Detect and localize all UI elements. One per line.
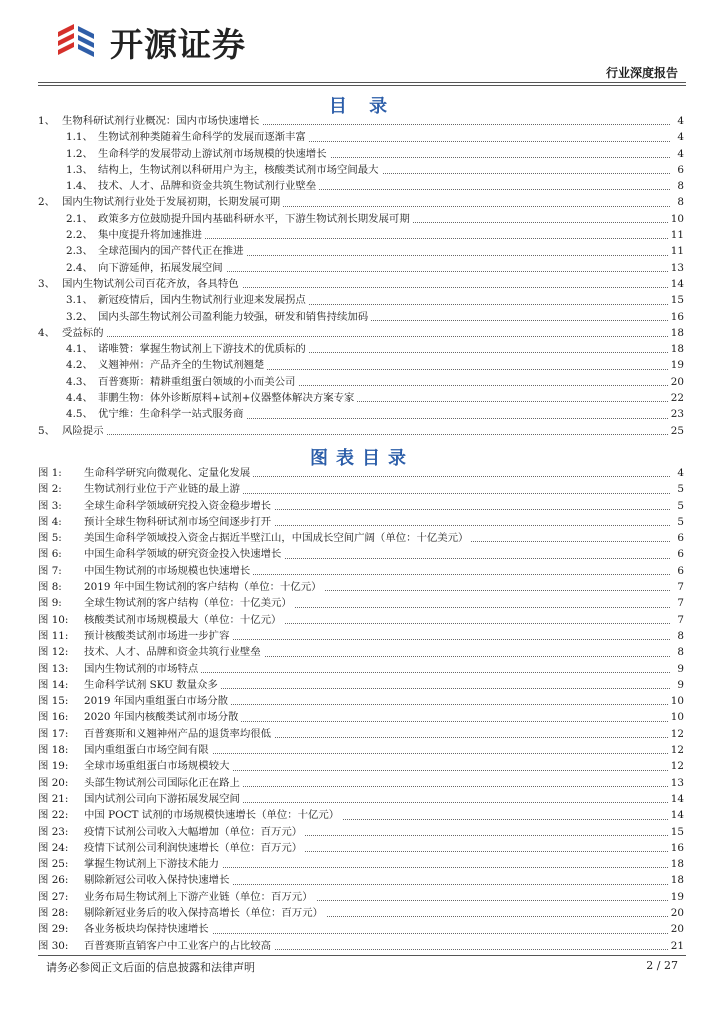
page-ref: 8 — [675, 644, 684, 660]
page-ref: 13 — [669, 775, 684, 791]
toc-entry[interactable] — [38, 390, 684, 406]
figure-caption: 生命科学研究向微观化、定量化发展 — [84, 467, 251, 479]
page-ref: 10 — [669, 211, 684, 227]
figure-number: 图 13: — [38, 662, 69, 675]
figure-entry[interactable] — [38, 742, 684, 758]
page-ref: 14 — [669, 791, 684, 807]
figure-caption: 疫情下试剂公司收入大幅增加（单位：百万元） — [84, 825, 303, 838]
figure-number: 图 17: — [38, 727, 69, 740]
page-ref: 12 — [669, 742, 684, 758]
section-title: 国内生物试剂公司百花齐放，各具特色 — [62, 277, 239, 290]
page-ref: 10 — [669, 693, 684, 709]
page-ref: 4 — [675, 113, 684, 129]
figure-entry[interactable] — [38, 514, 684, 530]
section-number: 4.3、 — [66, 375, 93, 388]
figure-number: 图 15: — [38, 695, 69, 708]
figure-entry[interactable] — [38, 938, 684, 954]
page-ref: 16 — [669, 840, 684, 856]
section-title: 新冠疫情后，国内生物试剂行业迎来发展拐点 — [98, 294, 306, 307]
page-ref: 16 — [669, 309, 684, 325]
report-type-label: 行业深度报告 — [605, 66, 678, 80]
toc-entry[interactable] — [38, 129, 684, 145]
section-number: 1.3、 — [66, 163, 93, 176]
figure-caption: 生物试剂行业位于产业链的最上游 — [84, 483, 240, 496]
section-number: 4.4、 — [66, 392, 93, 405]
section-number: 4、 — [38, 326, 56, 339]
section-title: 政策多方位鼓励提升国内基础科研水平，下游生物试剂长期发展可期 — [98, 212, 410, 225]
figure-caption: 核酸类试剂市场规模最大（单位：十亿元） — [84, 613, 282, 626]
figure-entry[interactable] — [38, 758, 684, 774]
figure-caption: 百普赛斯直销客户中工业客户的占比较高 — [84, 939, 272, 952]
figure-number: 图 6: — [38, 548, 62, 561]
section-number: 4.2、 — [66, 359, 93, 372]
toc-title: 目 录 — [328, 96, 396, 117]
figure-caption: 各业务板块均保持快速增长 — [84, 923, 209, 936]
page-ref: 12 — [669, 726, 684, 742]
figure-entry[interactable] — [38, 807, 684, 823]
figure-number: 图 23: — [38, 825, 69, 838]
section-title: 向下游延伸，拓展发展空间 — [98, 261, 223, 274]
page-ref: 4 — [675, 146, 684, 162]
figure-entry[interactable] — [38, 612, 684, 628]
figure-caption: 中国生命科学领域的研究资金投入快速增长 — [84, 548, 282, 561]
company-logo — [52, 20, 282, 64]
list-of-figures — [38, 465, 684, 954]
figure-caption: 2020 年国内核酸类试剂市场分散 — [84, 711, 239, 724]
section-title: 义翘神州：产品齐全的生物试剂翘楚 — [98, 359, 265, 372]
figure-entry[interactable] — [38, 563, 684, 579]
toc-entry[interactable] — [38, 341, 684, 357]
header-divider — [38, 82, 686, 83]
figure-number: 图 29: — [38, 923, 69, 936]
figure-caption: 国内重组蛋白市场空间有限 — [84, 744, 209, 757]
figure-number: 图 8: — [38, 581, 62, 594]
footer-divider — [38, 955, 686, 956]
page-header — [0, 0, 724, 82]
toc-entry[interactable] — [38, 325, 684, 341]
section-title: 技术、人才、品牌和资金共筑生物试剂行业壁垒 — [98, 180, 317, 193]
page-ref: 23 — [669, 406, 684, 422]
section-number: 2.3、 — [66, 245, 93, 258]
figure-entry[interactable] — [38, 726, 684, 742]
figure-number: 图 4: — [38, 515, 62, 528]
section-title: 国内头部生物试剂公司盈利能力较强，研发和销售持续加码 — [98, 310, 369, 323]
section-number: 1、 — [38, 115, 56, 127]
figure-entry[interactable] — [38, 481, 684, 497]
page-ref: 8 — [675, 178, 684, 194]
section-title: 国内生物试剂行业处于发展初期，长期发展可期 — [62, 196, 281, 209]
toc-entry[interactable] — [38, 194, 684, 210]
section-title: 百普赛斯：精耕重组蛋白领域的小而美公司 — [98, 375, 296, 388]
section-title: 生物试剂种类随着生命科学的发展而逐渐丰富 — [98, 131, 306, 144]
figure-caption: 中国 POCT 试剂的市场规模快速增长（单位：十亿元） — [84, 809, 340, 822]
figure-caption: 全球生物试剂的客户结构（单位：十亿美元） — [84, 597, 292, 610]
section-title: 生物科研试剂行业概况：国内市场快速增长 — [62, 115, 260, 127]
toc-entry[interactable] — [38, 357, 684, 373]
page-ref: 20 — [669, 905, 684, 921]
page-ref: 4 — [675, 129, 684, 145]
page-ref: 7 — [675, 595, 684, 611]
section-title: 结构上，生物试剂以科研用户为主，核酸类试剂市场空间最大 — [98, 163, 379, 176]
figure-entry[interactable] — [38, 465, 684, 481]
section-title: 全球范围内的国产替代正在推进 — [98, 245, 244, 258]
figure-number: 图 3: — [38, 499, 62, 512]
figure-caption: 国内试剂公司向下游拓展发展空间 — [84, 792, 240, 805]
section-title: 风险提示 — [62, 424, 104, 437]
page-ref: 15 — [669, 292, 684, 308]
toc-entry[interactable] — [38, 309, 684, 325]
section-title: 集中度提升将加速推进 — [98, 229, 202, 242]
section-title: 生命科学的发展带动上游试剂市场规模的快速增长 — [98, 147, 327, 160]
figure-number: 图 16: — [38, 711, 69, 724]
figure-caption: 剔除新冠公司收入保持快速增长 — [84, 874, 230, 887]
figure-caption: 技术、人才、品牌和资金共筑行业壁垒 — [84, 646, 261, 659]
figure-entry[interactable] — [38, 872, 684, 888]
toc-entry[interactable] — [38, 406, 684, 422]
figure-number: 图 22: — [38, 809, 69, 822]
figure-entry[interactable] — [38, 628, 684, 644]
figure-caption: 头部生物试剂公司国际化正在路上 — [84, 776, 240, 789]
brand-name: 开源证券 — [110, 24, 246, 64]
page-ref: 9 — [675, 661, 684, 677]
figure-number: 图 18: — [38, 744, 69, 757]
toc-entry[interactable] — [38, 276, 684, 292]
toc-entry[interactable] — [38, 292, 684, 308]
toc-entry[interactable] — [38, 211, 684, 227]
page-ref: 5 — [675, 498, 684, 514]
figure-entry[interactable] — [38, 677, 684, 693]
page-ref: 19 — [669, 357, 684, 373]
page-ref: 18 — [669, 325, 684, 341]
figure-caption: 全球市场重组蛋白市场规模较大 — [84, 760, 230, 773]
figure-number: 图 14: — [38, 678, 69, 691]
page-number: 2 / 27 — [646, 959, 678, 972]
page-ref: 8 — [675, 194, 684, 210]
figure-caption: 2019 年国内重组蛋白市场分散 — [84, 695, 229, 708]
toc-entry[interactable] — [38, 227, 684, 243]
section-number: 2.2、 — [66, 229, 93, 242]
figure-caption: 百普赛斯和义翘神州产品的退货率均很低 — [84, 727, 272, 740]
page-ref: 6 — [675, 530, 684, 546]
figure-caption: 2019 年中国生物试剂的客户结构（单位：十亿元） — [84, 581, 322, 594]
figure-entry[interactable] — [38, 824, 684, 840]
section-number: 3.2、 — [66, 310, 93, 323]
dot-leader — [38, 336, 670, 337]
table-of-contents — [38, 113, 684, 439]
figure-entry[interactable] — [38, 661, 684, 677]
figure-number: 图 7: — [38, 564, 62, 577]
figure-caption: 预计核酸类试剂市场进一步扩容 — [84, 629, 230, 642]
section-number: 4.1、 — [66, 343, 93, 356]
page-ref: 9 — [675, 677, 684, 693]
figure-caption: 剔除新冠业务后的收入保持高增长（单位：百万元） — [84, 907, 323, 920]
figure-caption: 疫情下试剂公司利润快速增长（单位：百万元） — [84, 841, 303, 854]
figure-entry[interactable] — [38, 791, 684, 807]
toc-entry[interactable] — [38, 113, 684, 129]
page-ref: 6 — [675, 162, 684, 178]
figure-entry[interactable] — [38, 644, 684, 660]
figure-number: 图 12: — [38, 646, 69, 659]
figure-number: 图 28: — [38, 907, 69, 920]
figure-entry[interactable] — [38, 595, 684, 611]
page-ref: 6 — [675, 546, 684, 562]
figure-entry[interactable] — [38, 840, 684, 856]
page-ref: 11 — [669, 243, 684, 259]
figure-number: 图 11: — [38, 629, 69, 642]
page-ref: 7 — [675, 612, 684, 628]
toc-entry[interactable] — [38, 243, 684, 259]
section-number: 4.5、 — [66, 408, 93, 421]
figure-entry[interactable] — [38, 498, 684, 514]
page-ref: 13 — [669, 260, 684, 276]
section-number: 3、 — [38, 277, 56, 290]
figure-number: 图 21: — [38, 792, 69, 805]
page-ref: 20 — [669, 921, 684, 937]
figure-entry[interactable] — [38, 856, 684, 872]
section-number: 1.2、 — [66, 147, 93, 160]
page-ref: 7 — [675, 579, 684, 595]
figure-entry[interactable] — [38, 775, 684, 791]
kaiyuan-logo-icon — [52, 20, 104, 64]
figure-number: 图 26: — [38, 874, 69, 887]
section-number: 1.4、 — [66, 180, 93, 193]
figure-caption: 生命科学试剂 SKU 数量众多 — [84, 678, 218, 691]
page-ref: 21 — [669, 938, 684, 954]
figure-number: 图 19: — [38, 760, 69, 773]
toc-entry[interactable] — [38, 374, 684, 390]
figure-entry[interactable] — [38, 921, 684, 937]
figure-number: 图 5: — [38, 532, 62, 545]
page-ref: 11 — [669, 227, 684, 243]
page-ref: 20 — [669, 374, 684, 390]
figure-caption: 国内生物试剂的市场特点 — [84, 662, 199, 675]
section-number: 2、 — [38, 196, 56, 209]
toc-entry[interactable] — [38, 178, 684, 194]
figure-entry[interactable] — [38, 905, 684, 921]
toc-entry[interactable] — [38, 260, 684, 276]
figure-number: 图 2: — [38, 483, 62, 496]
figure-number: 图 25: — [38, 858, 69, 871]
figure-entry[interactable] — [38, 546, 684, 562]
figure-number: 图 24: — [38, 841, 69, 854]
header-divider-secondary — [38, 85, 686, 86]
page-ref: 22 — [669, 390, 684, 406]
page-ref: 18 — [669, 872, 684, 888]
page-ref: 19 — [669, 889, 684, 905]
figure-number: 图 30: — [38, 939, 69, 952]
figure-number: 图 10: — [38, 613, 69, 626]
figure-entry[interactable] — [38, 709, 684, 725]
figure-caption: 中国生物试剂的市场规模也快速增长 — [84, 564, 251, 577]
section-title: 优宁维：生命科学一站式服务商 — [98, 408, 244, 421]
toc-entry[interactable] — [38, 423, 684, 439]
section-number: 3.1、 — [66, 294, 93, 307]
figure-number: 图 27: — [38, 890, 69, 903]
footer-disclaimer: 请务必参阅正文后面的信息披露和法律声明 — [46, 961, 255, 974]
section-title: 诺唯赞：掌握生物试剂上下游技术的优质标的 — [98, 343, 306, 356]
figures-title: 图表目录 — [310, 448, 414, 469]
page-ref: 10 — [669, 709, 684, 725]
page-ref: 14 — [669, 807, 684, 823]
section-number: 1.1、 — [66, 131, 93, 144]
page-ref: 15 — [669, 824, 684, 840]
page-ref: 18 — [669, 341, 684, 357]
figure-caption: 美国生命科学领域投入资金占据近半壁江山，中国成长空间广阔（单位：十亿美元） — [84, 532, 469, 545]
section-title: 受益标的 — [62, 326, 104, 339]
dot-leader — [38, 434, 670, 435]
figure-entry[interactable] — [38, 693, 684, 709]
figure-entry[interactable] — [38, 530, 684, 546]
figure-number: 图 1: — [38, 467, 62, 479]
figure-caption: 业务布局生物试剂上下游产业链（单位：百万元） — [84, 890, 313, 903]
figure-caption: 掌握生物试剂上下游技术能力 — [84, 858, 220, 871]
page-ref: 8 — [675, 628, 684, 644]
page-ref: 14 — [669, 276, 684, 292]
figure-number: 图 9: — [38, 597, 62, 610]
page-ref: 18 — [669, 856, 684, 872]
toc-entry[interactable] — [38, 162, 684, 178]
page-ref: 25 — [669, 423, 684, 439]
page-ref: 6 — [675, 563, 684, 579]
figure-entry[interactable] — [38, 579, 684, 595]
figure-caption: 全球生命科学领域研究投入资金稳步增长 — [84, 499, 272, 512]
page-ref: 5 — [675, 481, 684, 497]
figure-number: 图 20: — [38, 776, 69, 789]
section-number: 2.1、 — [66, 212, 93, 225]
toc-entry[interactable] — [38, 146, 684, 162]
page-ref: 4 — [675, 465, 684, 481]
figure-caption: 预计全球生物科研试剂市场空间逐步打开 — [84, 515, 272, 528]
page-ref: 5 — [675, 514, 684, 530]
page-ref: 12 — [669, 758, 684, 774]
section-title: 菲鹏生物：体外诊断原料+试剂+仪器整体解决方案专家 — [98, 392, 355, 405]
section-number: 5、 — [38, 424, 56, 437]
figure-entry[interactable] — [38, 889, 684, 905]
section-number: 2.4、 — [66, 261, 93, 274]
